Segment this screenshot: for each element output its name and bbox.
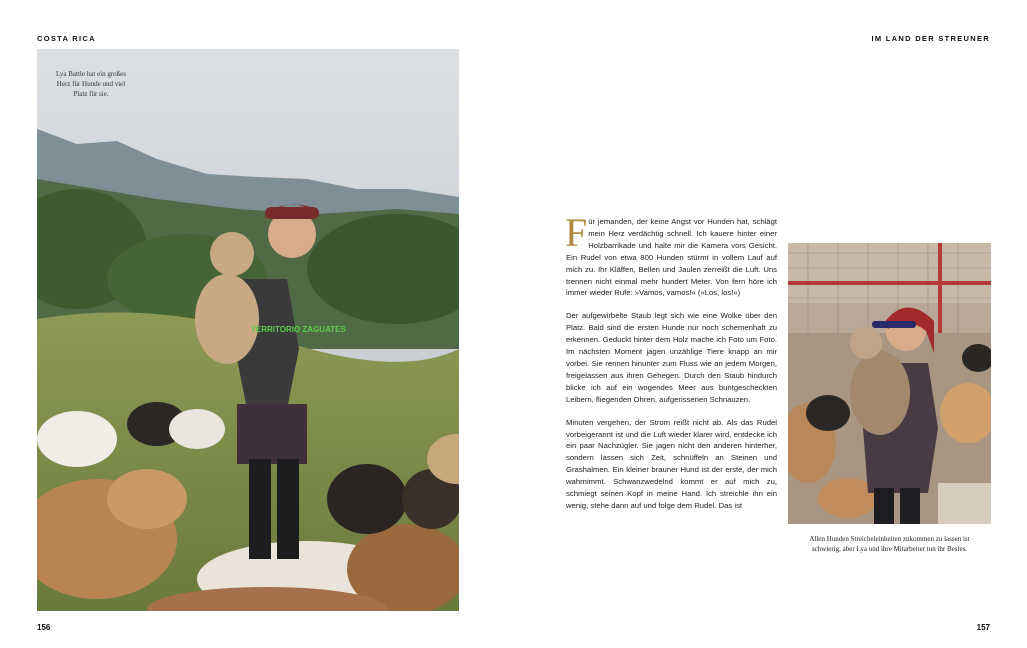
article-paragraph-1-text: ür jemanden, der keine Angst vor Hunden hat, schlägt mein Herz verdächtig schnell. Ich kauere hinter einer Holzbarrikade und halte mir die Kamera vors Gesicht. Ein Rudel von etwa 800 Hunden stürmt in vollem Lauf auf mich zu. Ihr Kläffen, Bellen und Jaulen zerreißt die Luft. Uns trennen nicht einmal mehr hundert Meter. Von fern höre ich immer wieder Rufe: »Vamos, vamos!« (»Los, los!«) [566, 217, 777, 298]
page-number-right: 157 [976, 623, 990, 632]
drop-cap: F [565, 210, 588, 255]
article-paragraph-3: Minuten vergehen, der Strom reißt nicht ab. Als das Rudel vorbeigerannt ist und die Luft wieder klarer wird, entdecke ich ein paar Nachzügler. Sie jagen nicht den anderen hinterher, sondern lassen sich Zeit, schnüffeln an Steinen und Grashalmen. Ein kleiner brauner Hund ist der erste, der mich wahrnimmt. Schwanzwedelnd kommt er auf mich zu, schmiegt seinen Kopf in meine Hand. Ich streichle ihn ein wenig, stehe dann auf und folge dem Rudel. Das ist [566, 417, 777, 510]
photo-lya-hugging-dog [788, 243, 991, 524]
shirt-print-text: TERRITORIO ZAGUATES [251, 325, 346, 334]
page-number-left: 156 [37, 623, 51, 632]
running-head-left: COSTA RICA [37, 34, 96, 43]
running-head-right: IM LAND DER STREUNER [871, 34, 990, 43]
article-paragraph-2: Der aufgewirbelte Staub legt sich wie eine Wolke über den Platz. Bald sind die ersten Hunde nur noch schemenhaft zu erkennen. Geduckt hinter dem Holz mache ich Foto um Foto. Im nächsten Moment jagen unzählige Tiere knapp an mir vorbei. Sie rennen hinunter zum Fluss wie an jedem Morgen, freigelassen aus ihren Gehegen. Durch den Staub hindurch blicke ich auf ein wogendes Meer aus buntgescheckten Leibern, fliegenden Ohren, aufgerissenen Schnauzen. [566, 311, 777, 404]
photo-right-caption: Allen Hunden Streicheleinheiten zukommen zu lassen ist schwierig, aber Lya und ihre Mitarbeiter tun ihr Bestes. [809, 535, 970, 553]
photo-lya-hugging-dog-illustration [788, 243, 991, 524]
article-body [565, 210, 777, 523]
article-paragraph-1 [565, 210, 777, 299]
photo-lya-with-dogs [37, 49, 459, 611]
photo-lya-with-dogs-illustration [37, 49, 459, 611]
photo-left-caption: Lya Battle hat ein großes Herz für Hunde und viel Platz für sie. [56, 70, 126, 98]
